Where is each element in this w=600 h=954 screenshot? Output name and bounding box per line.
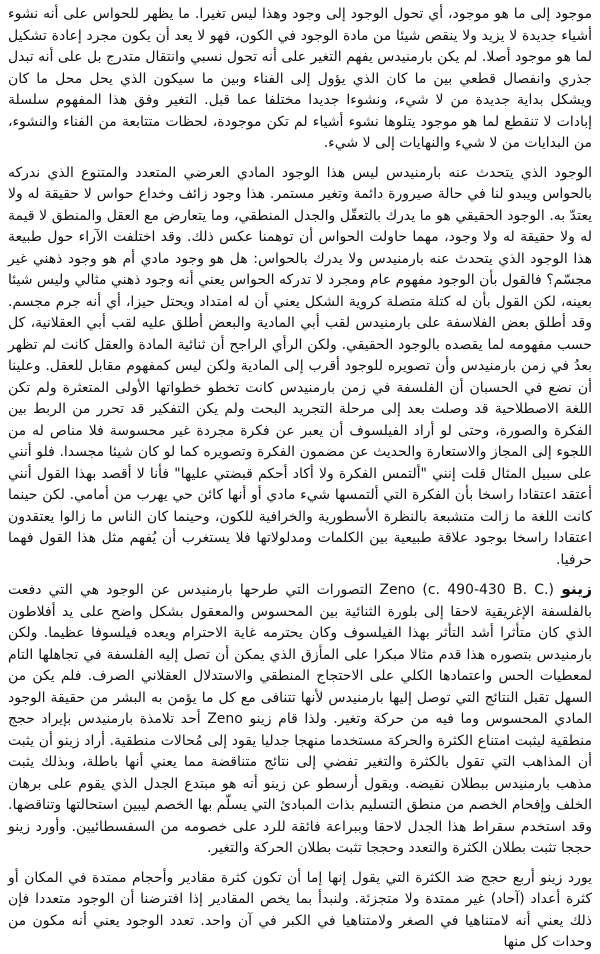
paragraph-text: موجود إلى ما هو موجود، أي تحول الوجود إلى وجود وهذا ليس تغيرا. ما يظهر للحواس على أنه نشوء أشياء جديدة لا يزيد ولا ينقص شيئا من مادة الوجود في الكون، فهو لا يعد أن يكون مجرد إعادة تشكيل لما هو موجود أصلا. لم يكن بارمنيدس يفهم التغير على أنه تحول نسبي وانتقال متدرج بل على أنه تبدل جذري وانفصال قطعي بين ما كان الذي يؤول إلى الفناء وبين ما سيكون الذي يحل محل ما كان ويشكل بداية جديدة من لا شيء، ونشوءا جديدا مختلفا عما قبل. التغير وفق هذا المفهوم سلسلة إبادات لا تنقطع لما هو موجود يتلوها نشوء أشياء لم تكن موجودة، لحظات متتابعة من الفناء والنشوء، من البدايات من لا شيء والنهايات إلى لا شيء. [8,6,592,151]
paragraph-text: يورد زينو أربع حجج ضد الكثرة التي يقول إنها إما أن تكون كثرة مقادير وأحجام ممتدة في المكان أو كثرة أعداد (آحاد) غير ممتدة ولا متجزئة. ولنبدأ بما يخص المقادير إذا افترضنا أن الوجود متعددا فإن ذلك يعني أنه لامتناهيا في الصغر ولامتناهيا في الكبر في آن واحد. تعدد الوجود يعني أنه مكون من وحدات كل منها [8,869,592,950]
paragraph-text: Zeno (c. 490-430 B. C.) التصورات التي طرحها بارمنيدس عن الوجود هي التي دفعت بالفلسفة الإغريقية لاحقا إلى بلورة الثنائية بين المحسوس والمعقول بشكل واضح على يد أفلاطون الذي كان متأثرا أشد التأثر بهذا الفيلسوف وكان يحترمه غاية الاحترام ويعده فيلسوفا عظيما. ولكن بارمنيدس بتصوره هذا قدم مثالا مبكرا على المأزق الذي يمكن أن تصل إليه الفلسفة في تجاهلها التام لمعطيات الحس واعتمادها الكلي على الاحتجاج المنطقي والاستدلال العقلاني الصرف. فلم يكن من السهل تقبل النتائج التي توصل إليها بارمنيدس لأنها تتنافى مع كل ما يؤمن به البشر من حقيقة الوجود المادي المحسوس وما فيه من حركة وتغير. ولذا قام زينو Zeno أحد تلامذة بارمنيدس بإيراد حجج منطقية ليثبت امتناع الكثرة والحركة مستخدما منهجا جدليا يقود إلى مُحالات منطقية. أراد زينو أن يثبت أن المذاهب التي تقول بالكثرة والتغير تفضي إلى نتائج متناقضة مما يعني أنها باطلة، وبذلك يثبت مذهب بارمنيدس ببطلان نقيضه. ويقول أرسطو عن زينو أنه هو مبتدع الجدل الذي يقوم على برهان الخلف وإفحام الخصم من منطق التسليم بذات المبادئ التي يسلّم بها الخصم ليبين استحالتها وتناقضها. وقد استخدم سقراط هذا الجدل لاحقا وببراعة فائقة للرد على خصومه من السفسطائيين. وأورد زينو حججا تثبت بطلان الكثرة والتعدد وحججا تثبت بطلان الحركة والتغير. [8,582,592,856]
paragraph-text: الوجود الذي يتحدث عنه بارمنيدس ليس هذا الوجود المادي العرضي المتعدد والمتنوع الذي ندركه بالحواس ويبدو لنا في حالة صيرورة دائمة وتغير مستمر. هذا وجود زائف وخداع حواس لا حقيقة له ولا يعتدّ به. الوجود الحقيقي هو ما يدرك بالتعقّل والجدل المنطقي، وما يتعارض مع العقل والمنطق لا قيمة له ولا حقيقة له ولا وجود، مهما حاولت الحواس أن توهمنا عكس ذلك. وقد اختلفت الآراء حول طبيعة هذا الوجود الذي يتحدث عنه بارمنيدس ولا يدرك بالحواس: هل هو وجود مادي أم هو وجود ذهني غير مجسّم؟ فالقول بأن الوجود مفهوم عام ومجرد لا تدركه الحواس يعني أنه وجود ذهني مثالي وليس شيئا بعينه، لكن القول بأن له كتلة متصلة كروية الشكل يعني أن له امتداد ويحتل حيزا، أي أنه جرم مجسم. وقد أطلق بعض الفلاسفة على بارمنيدس لقب أبي المادية والبعض أطلق عليه لقب أبي العقلانية، كل حسب مفهومه لما يقصده بالوجود الحقيقي. ولكن الرأي الراجح أن ثنائية المادة والعقل كانت لم تظهر بعدُ في زمن بارمنيدس وأن تصويره للوجود أقرب إلى المادية ولكن ليس كمفهوم مقابل للعقل. وعلينا أن نضع في الحسبان أن الفلسفة في زمن بارمنيدس كانت تخطو خطواتها الأولى المتعثرة ولم تكن اللغة الاصطلاحية قد وصلت بعد إلى مرحلة التجريد البحت ولم يكن التفكير قد تحرر من الربط بين الفكرة والصورة، وحتى لو أراد الفيلسوف أن يعبر عن فكرة مجردة غير محسوسة فلا مناص له من اللجوء إلى المجاز والاستعارة والحديث عن مضمون الفكرة وتصويره كما لو كان شيئا مجسدا. فلو أنني على سبيل المثال قلت إنني "ألتمس الفكرة ولا أكاد أحكم قبضتي عليها" فأنا لا أقصد بهذا القول أنني أعتقد اعتقادا راسخا بأن الفكرة التي ألتمسها شيء مادي أو أنها كائن حي يهرب من أمامي. لكن حينما كانت اللغة ما زالت متشبعة بالنظرة الأسطورية والخرافية للكون، وحينما كان الناس ما زالوا يعتقدون اعتقادا راسخا بوجود علاقة طبيعية بين الكلمات ومدلولاتها فلا يستغرب أن يُفهم مثل هذا القول فهما حرفيا. [8,164,592,568]
paragraph-zeno [8,579,592,860]
paragraph-change-as-annihilation [8,4,592,155]
section-heading-zeno: زينو [561,580,592,598]
paragraph-nature-of-being [8,163,592,572]
paragraph-arguments-against-plurality [8,868,592,954]
